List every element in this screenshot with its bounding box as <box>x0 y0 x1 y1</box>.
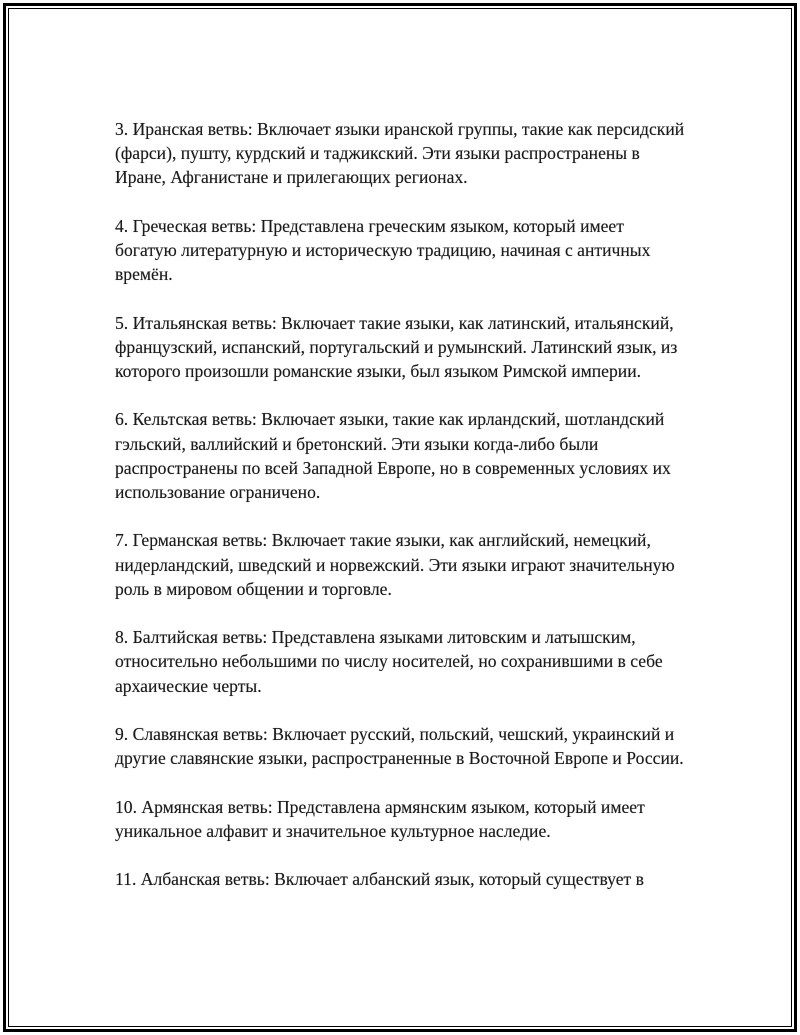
paragraph-iranian-branch: 3. Иранская ветвь: Включает языки иранской группы, такие как персидский (фарси), пушту, курдский и таджикский. Эти языки распространены в Иране, Афганистане и прилегающих регионах. <box>115 119 685 188</box>
paragraph-greek-branch: 4. Греческая ветвь: Представлена греческим языком, который имеет богатую литературную и историческую традицию, начиная с античных времён. <box>115 215 651 285</box>
paragraph-celtic-branch: 6. Кельтская ветвь: Включает языки, такие как ирландский, шотландский гэльский, валлийский и бретонский. Эти языки когда-либо были распространены по всей Западной Европе, но в современных условиях их использование ограничено. <box>115 409 671 502</box>
document-body <box>115 117 690 916</box>
paragraph-germanic-branch: 7. Германская ветвь: Включает такие языки, как английский, немецкий, нидерландский, шведский и норвежский. Эти языки играют значительную роль в мировом общении и торговле. <box>115 530 675 599</box>
paragraph-baltic-branch: 8. Балтийская ветвь: Представлена языками литовским и латышским, относительно небольшими по числу носителей, но сохранившими в себе архаические черты. <box>115 627 663 696</box>
paragraph-armenian-branch: 10. Армянская ветвь: Представлена армянским языком, который имеет уникальное алфавит и значительное культурное наследие. <box>115 796 645 841</box>
paragraph-italic-branch: 5. Итальянская ветвь: Включает такие языки, как латинский, итальянский, французский, испанский, португальский и румынский. Латинский язык, из которого произошли романские языки, был языком Римской империи. <box>115 312 678 381</box>
paragraph-albanian-branch: 11. Албанская ветвь: Включает албанский язык, который существует в <box>115 869 644 890</box>
paragraph-slavic-branch: 9. Славянская ветвь: Включает русский, польский, чешский, украинский и другие славянские языки, распространенные в Восточной Европе и России. <box>115 723 684 769</box>
